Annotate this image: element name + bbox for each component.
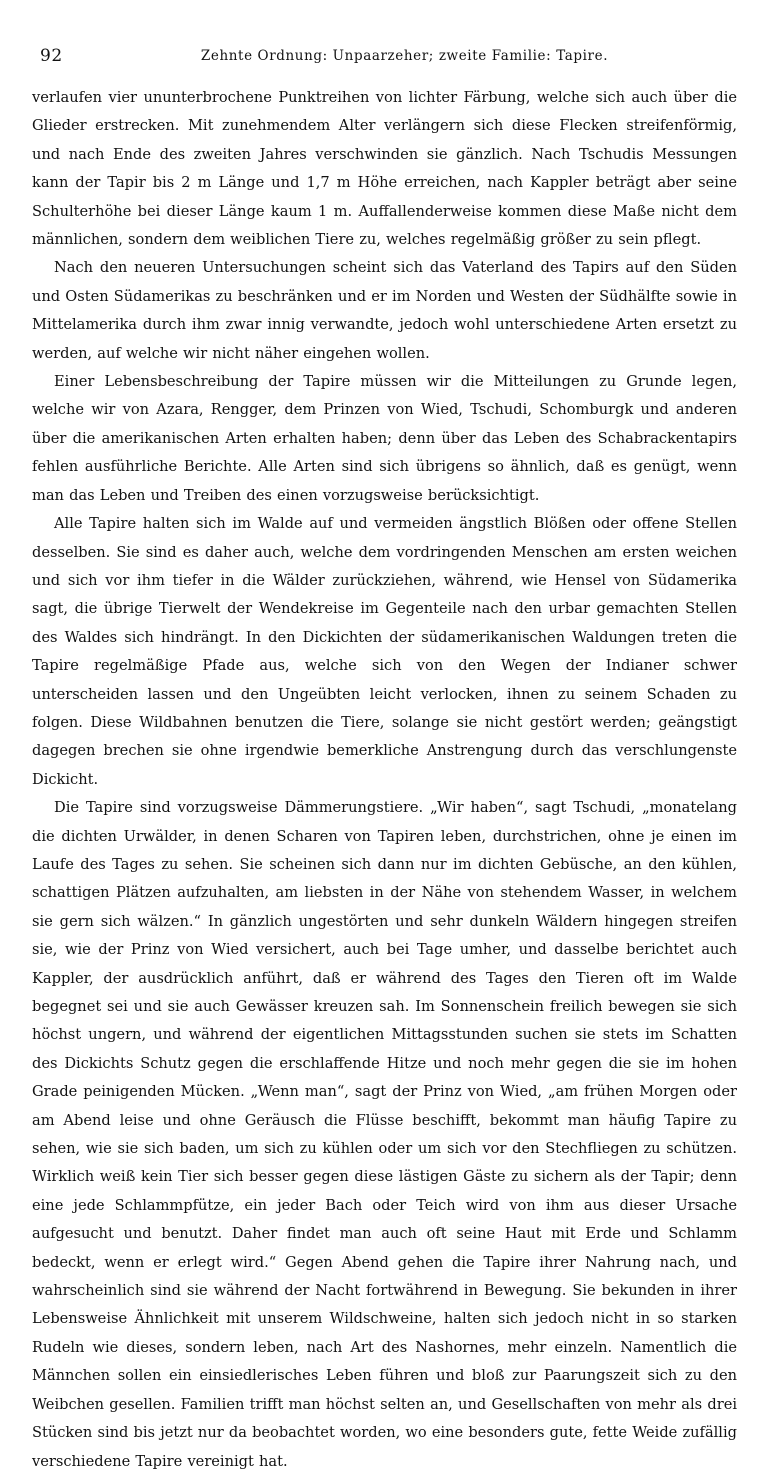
paragraph-2: Nach den neueren Untersuchungen scheint sich das Vaterland des Tapirs auf den Süden und Osten Südamerikas zu beschränken und er im Norden und Westen der Südhälfte sowie in Mittelamerika durch ihm zwar innig verwandte, jedoch wohl unterschiedene Arten ersetzt zu werden, auf welche wir nicht näher eingehen wollen. [32,259,737,362]
book-page [32,44,737,1476]
page-number: 92 [40,46,63,66]
body-text [32,84,737,1476]
paragraph-5: Die Tapire sind vorzugsweise Dämmerungstiere. „Wir haben“, sagt Tschudi, „monatelang die dichten Urwälder, in denen Scharen von Tapiren leben, durchstrichen, ohne je einen im Laufe des Tages zu sehen. Sie scheinen sich dann nur im dichten Gebüsche, an den kühlen, schattigen Plätzen aufzuhalten, am liebsten in der Nähe von stehendem Wasser, in welchem sie gern sich wälzen.“ In gänzlich ungestörten und sehr dunkeln Wäldern hingegen streifen sie, wie der Prinz von Wied versichert, auch bei Tage umher, und dasselbe berichtet auch Kappler, der ausdrücklich anführt, daß er während des Tages den Tieren oft im Walde begegnet sei und sie auch Gewässer kreuzen sah. Im Sonnenschein freilich bewegen sie sich höchst ungern, und während der eigentlichen Mittagsstunden suchen sie stets im Schatten des Dickichts Schutz gegen die erschlaffende Hitze und noch mehr gegen die sie im hohen Grade peinigenden Mücken. „Wenn man“, sagt der Prinz von Wied, „am frühen Morgen oder am Abend leise und ohne Geräusch die Flüsse beschifft, bekommt man häufig Tapire zu sehen, wie sie sich baden, um sich zu kühlen oder um sich vor den Stechfliegen zu schützen. Wirklich weiß kein Tier sich besser gegen diese lästigen Gäste zu sichern als der Tapir; denn eine jede Schlammpfütze, ein jeder Bach oder Teich wird von ihm aus dieser Ursache aufgesucht und benutzt. Daher findet man auch oft seine Haut mit Erde und Schlamm bedeckt, wenn er erlegt wird.“ Gegen Abend gehen die Tapire ihrer Nahrung nach, und wahrscheinlich sind sie während der Nacht fortwährend in Bewegung. Sie bekunden in ihrer Lebensweise Ähnlichkeit mit unserem Wildschweine, halten sich jedoch nicht in so starken Rudeln wie dieses, sondern leben, nach Art des Nashornes, mehr einzeln. Namentlich die Männchen sollen ein einsiedlerisches Leben führen und bloß zur Paarungszeit sich zu den Weibchen gesellen. Familien trifft man höchst selten an, und Gesellschaften von mehr als drei Stücken sind bis jetzt nur da beobachtet worden, wo eine besonders gute, fette Weide zufällig verschiedene Tapire vereinigt hat. [32,799,737,1470]
paragraph-1: verlaufen vier ununterbrochene Punktreihen von lichter Färbung, welche sich auch über die Glieder erstrecken. Mit zunehmendem Alter verlängern sich diese Flecken streifenförmig, und nach Ende des zweiten Jahres verschwinden sie gänzlich. Nach Tschudis Messungen kann der Tapir bis 2 m Länge und 1,7 m Höhe erreichen, nach Kappler beträgt aber seine Schulterhöhe bei dieser Länge kaum 1 m. Auffallenderweise kommen diese Maße nicht dem männlichen, sondern dem weiblichen Tiere zu, welches regelmäßig größer zu sein pflegt. [32,89,737,249]
running-title: Zehnte Ordnung: Unpaarzeher; zweite Familie: Tapire. [200,48,609,64]
paragraph-4: Alle Tapire halten sich im Walde auf und vermeiden ängstlich Blößen oder offene Stellen desselben. Sie sind es daher auch, welche dem vordringenden Menschen am ersten weichen und sich vor ihm tiefer in die Wälder zurückziehen, während, wie Hensel von Südamerika sagt, die übrige Tierwelt der Wendekreise im Gegenteile nach den urbar gemachten Stellen des Waldes sich hindrängt. In den Dickichten der südamerikanischen Waldungen treten die Tapire regelmäßige Pfade aus, welche sich von den Wegen der Indianer schwer unterscheiden lassen und den Ungeübten leicht verlocken, ihnen zu seinem Schaden zu folgen. Diese Wildbahnen benutzen die Tiere, solange sie nicht gestört werden; geängstigt dagegen brechen sie ohne irgendwie bemerkliche Anstrengung durch das verschlungenste Dickicht. [32,515,737,788]
paragraph-3: Einer Lebensbeschreibung der Tapire müssen wir die Mitteilungen zu Grunde legen, welche wir von Azara, Rengger, dem Prinzen von Wied, Tschudi, Schomburgk und anderen über die amerikanischen Arten erhalten haben; denn über das Leben des Schabrackentapirs fehlen ausführliche Berichte. Alle Arten sind sich übrigens so ähnlich, daß es genügt, wenn man das Leben und Treiben des einen vorzugsweise berücksichtigt. [32,373,737,504]
running-header [32,44,737,70]
